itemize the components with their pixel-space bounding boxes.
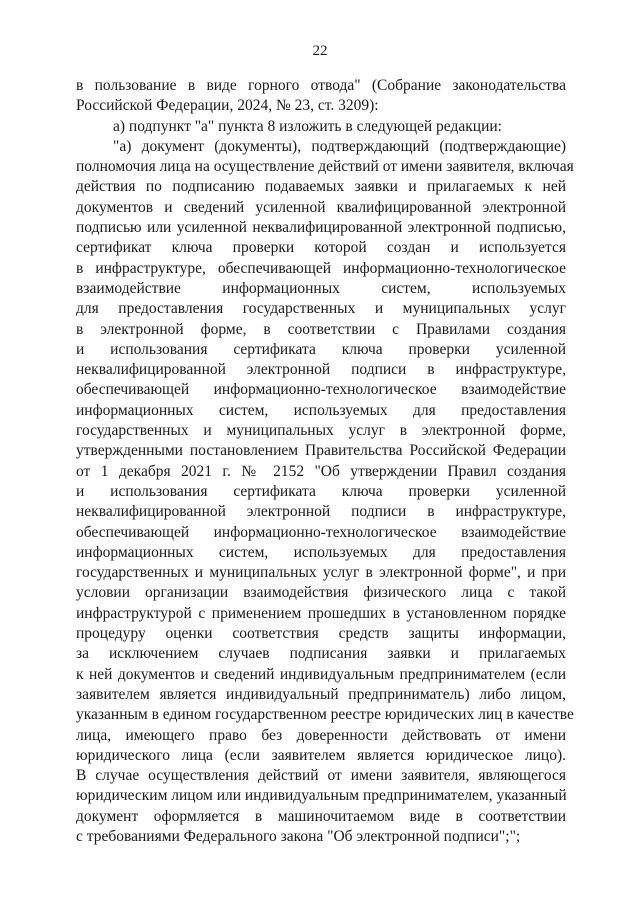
text-line: государственных и муниципальных услуг в электронной форме", и при	[76, 564, 566, 582]
paragraph	[76, 117, 566, 137]
text-line: действия по подписанию подаваемых заявки и прилагаемых к ней	[76, 178, 566, 196]
text-line: неквалифицированной электронной подписи в инфраструктуре,	[76, 503, 566, 521]
text-line: документ оформляется в машиночитаемом виде в соответствии	[76, 807, 566, 825]
text-line: обеспечивающей информационно-технологическое взаимодействие	[76, 381, 566, 399]
text-line: взаимодействие информационных систем, используемых	[76, 279, 566, 297]
text-line: обеспечивающей информационно-технологическое взаимодействие	[76, 523, 566, 541]
text-line: к ней документов и сведений индивидуальным предпринимателем (если	[76, 665, 566, 683]
paragraph	[76, 76, 566, 117]
document-body	[76, 76, 574, 847]
text-line: и использования сертификата ключа проверки усиленной	[76, 482, 566, 500]
text-line: "а) документ (документы), подтверждающий (подтверждающие)	[113, 137, 566, 155]
text-line: В случае осуществления действий от имени заявителя, являющегося	[76, 767, 566, 785]
text-line: инфраструктурой с применением прошедших в установленном порядке	[76, 604, 566, 622]
text-line: в инфраструктуре, обеспечивающей информационно-технологическое	[76, 259, 566, 277]
text-line: документов и сведений усиленной квалифицированной электронной	[76, 198, 566, 216]
text-line: в пользование в виде горного отвода" (Собрание законодательства	[76, 77, 566, 94]
text-line: юридическим лицом или индивидуальным предпринимателем, указанный	[76, 787, 567, 805]
text-line: условии организации взаимодействия физического лица с такой	[76, 584, 566, 602]
text-line: Российской Федерации, 2024, № 23, ст. 3209):	[76, 97, 379, 115]
text-line: неквалифицированной электронной подписи в инфраструктуре,	[76, 361, 566, 379]
text-line: от 1 декабря 2021 г. № 2152 "Об утверждении Правил создания	[76, 462, 566, 480]
text-line: и использования сертификата ключа проверки усиленной	[76, 340, 566, 358]
text-line: лица, имеющего право без доверенности действовать от имени	[76, 726, 566, 744]
paragraph	[76, 137, 574, 847]
text-line: а) подпункт "а" пункта 8 изложить в следующей редакции:	[113, 117, 502, 135]
text-line: процедуру оценки соответствия средств защиты информации,	[76, 625, 566, 643]
text-line: за исключением случаев подписания заявки и прилагаемых	[76, 645, 566, 663]
text-line: подписью или усиленной неквалифицированной электронной подписью,	[76, 219, 566, 237]
text-line: государственных и муниципальных услуг в электронной форме,	[76, 422, 566, 440]
text-line: информационных систем, используемых для предоставления	[76, 543, 566, 561]
text-line: юридического лица (если заявителем является юридическое лицо).	[76, 746, 566, 764]
text-line: заявителем является индивидуальный предприниматель) либо лицом,	[76, 685, 566, 703]
text-line: сертификат ключа проверки которой создан и используется	[76, 239, 566, 257]
text-line: с требованиями Федерального закона "Об электронной подписи";";	[76, 827, 521, 845]
page-number: 22	[312, 43, 328, 59]
text-line: для предоставления государственных и муниципальных услуг	[76, 300, 566, 318]
text-line: утвержденными постановлением Правительства Российской Федерации	[76, 442, 566, 460]
text-line: информационных систем, используемых для предоставления	[76, 401, 566, 419]
text-line: полномочия лица на осуществление действий от имени заявителя, включая	[76, 158, 574, 176]
text-line: указанным в едином государственном реестре юридических лиц в качестве	[76, 706, 574, 724]
text-line: в электронной форме, в соответствии с Правилами создания	[76, 320, 566, 338]
